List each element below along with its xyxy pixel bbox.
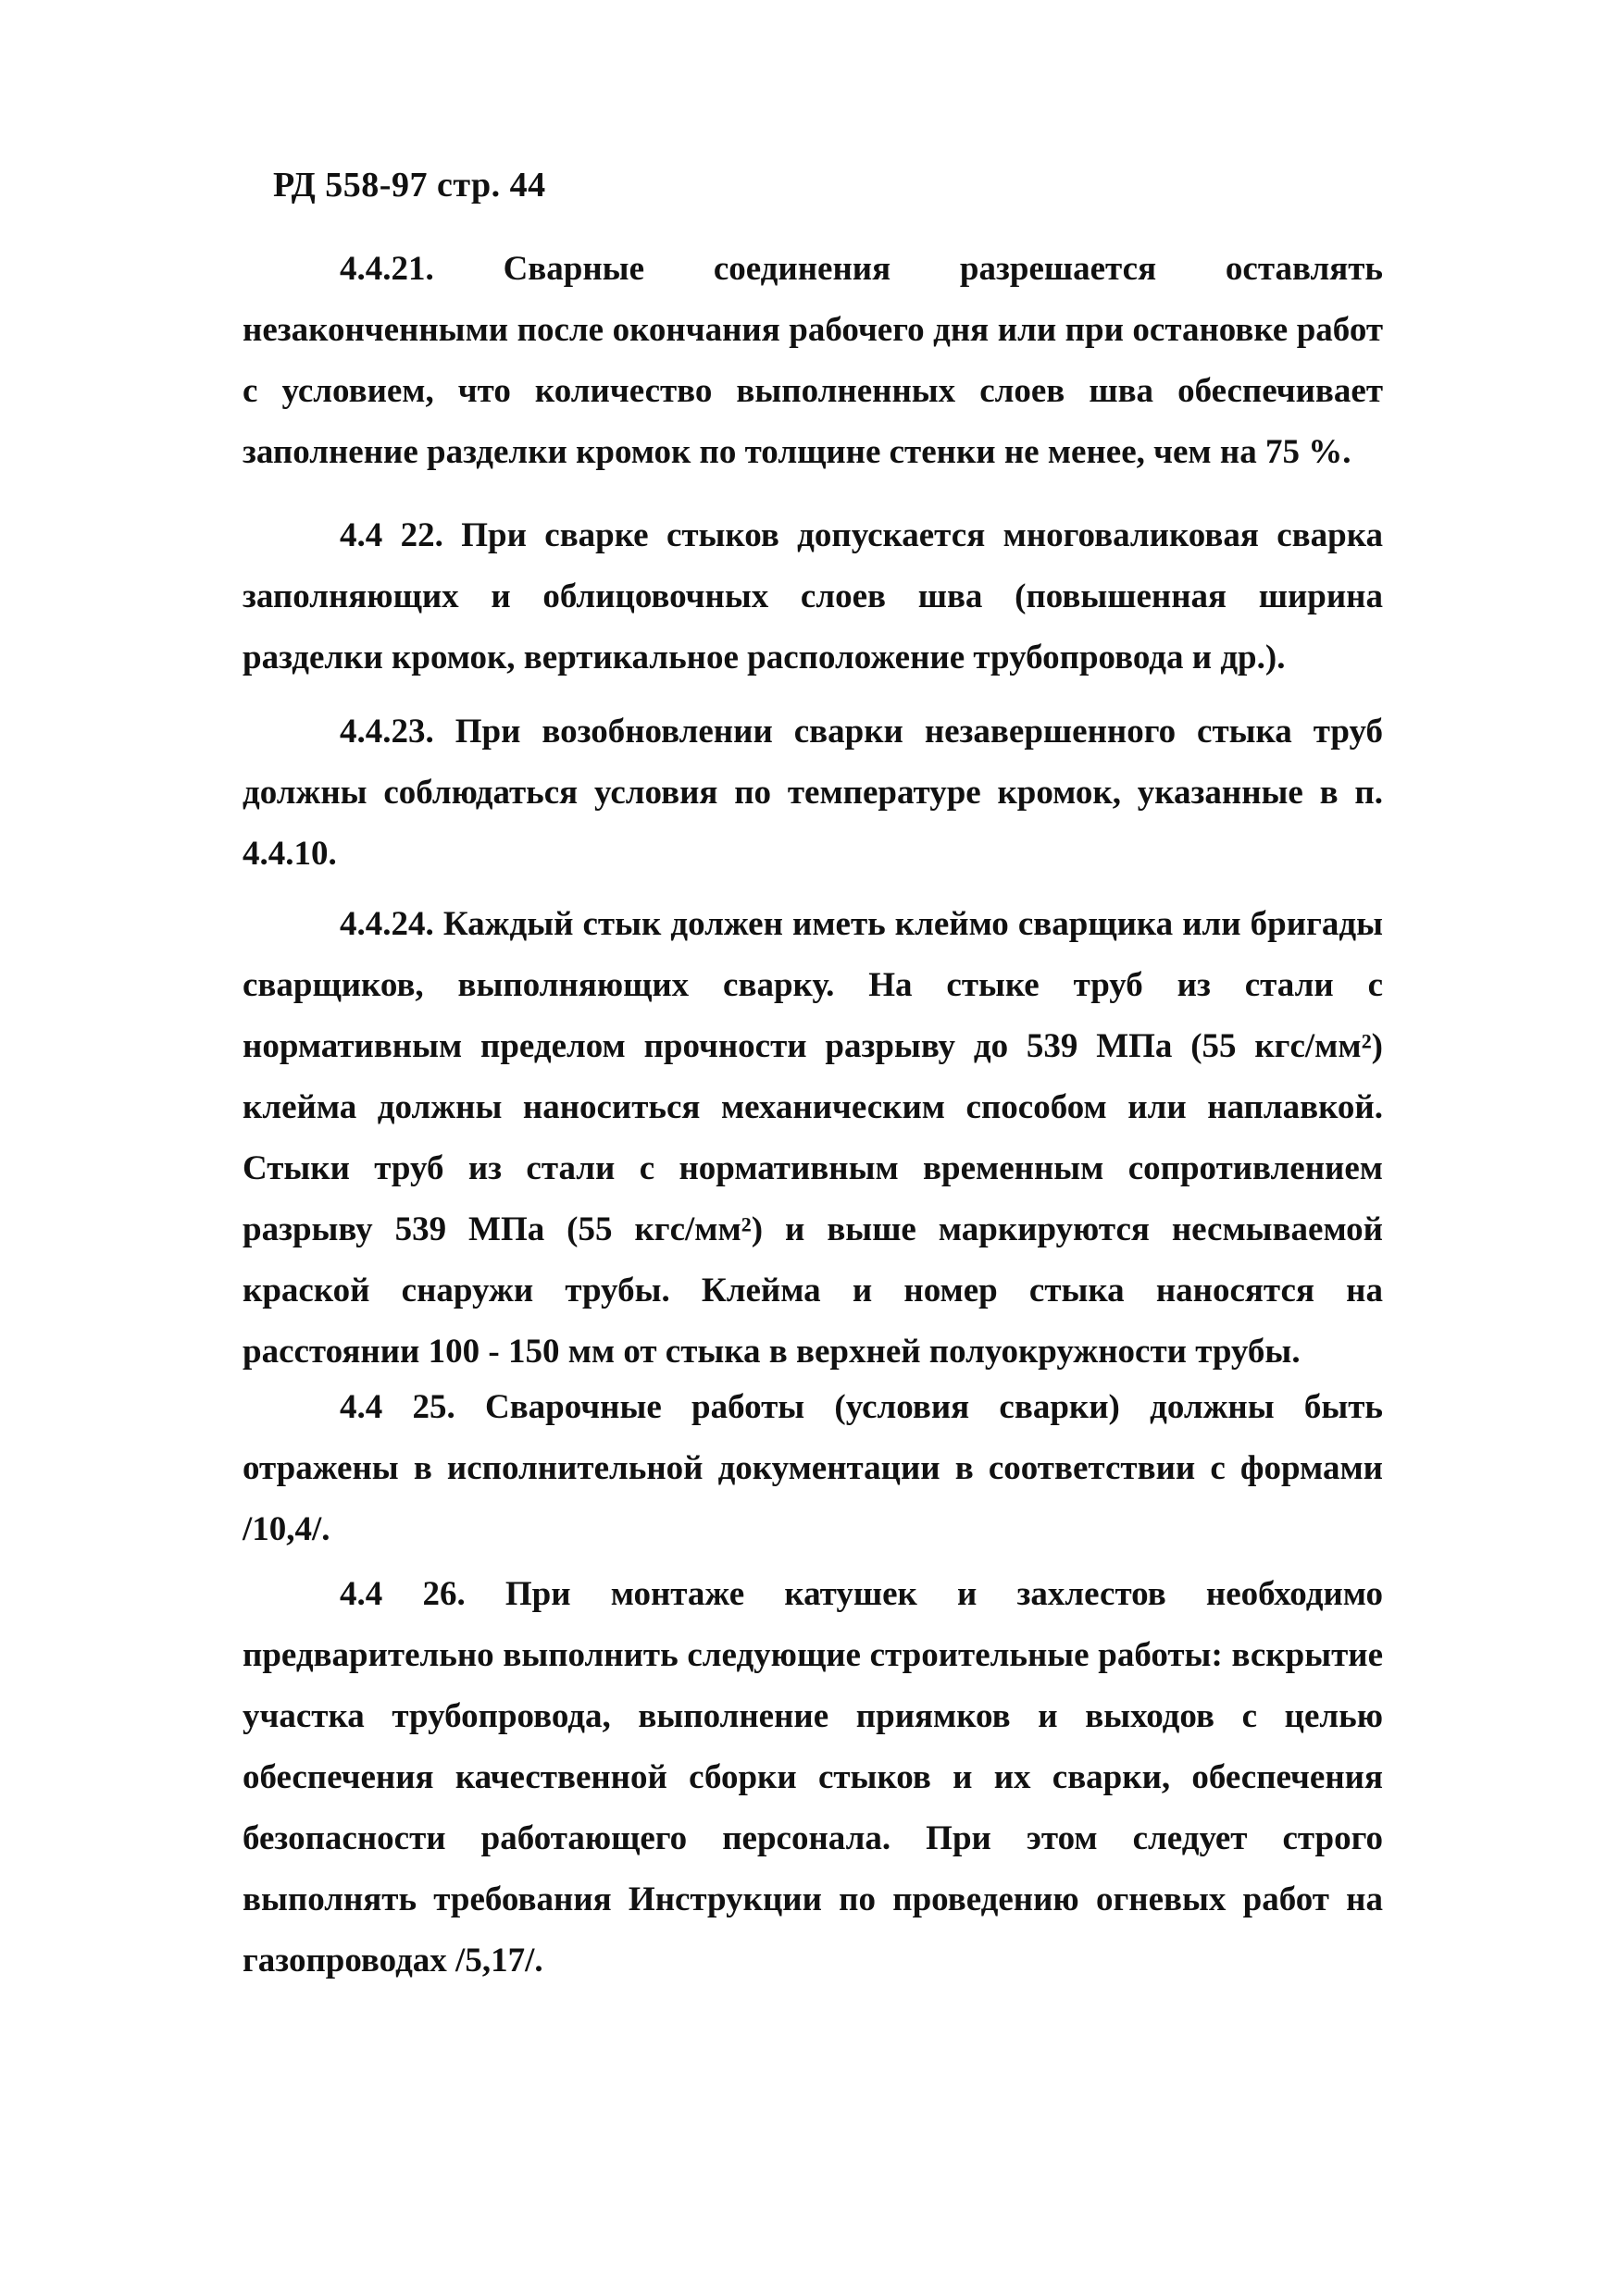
- paragraph-4-4-25: 4.4 25. Сварочные работы (условия сварки) должны быть отражены в исполнительной документации в соответствии с формами /10,4/.: [243, 1388, 1383, 1548]
- paragraph-4-4-24: 4.4.24. Каждый стык должен иметь клеймо сварщика или бригады сварщиков, выполняющих сварку. На стыке труб из стали с нормативным пределом прочности разрыву до 539 МПа (55 кгс/мм²) клейма должны наноситься механическим способом или наплавкой. Стыки труб из стали с нормативным временным сопротивлением разрыву 539 МПа (55 кгс/мм²) и выше маркируются несмываемой краской снаружи трубы. Клейма и номер стыка наносятся на расстоянии 100 - 150 мм от стыка в верхней полуокружности трубы.: [243, 905, 1383, 1371]
- paragraph-4-4-21: 4.4.21. Сварные соединения разрешается оставлять незаконченными после окончания рабочего дня или при остановке работ с условием, что количество выполненных слоев шва обеспечивает заполнение разделки кромок по толщине стенки не менее, чем на 75 %.: [243, 250, 1383, 471]
- page-header: РД 558-97 стр. 44: [273, 166, 546, 205]
- paragraph-4-4-26: 4.4 26. При монтаже катушек и захлестов необходимо предварительно выполнить следующие строительные работы: вскрытие участка трубопровода, выполнение приямков и выходов с целью обеспечения качественной сборки стыков и их сварки, обеспечения безопасности работающего персонала. При этом следует строго выполнять требования Инструкции по проведению огневых работ на газопроводах /5,17/.: [243, 1575, 1383, 1980]
- paragraph-4-4-22: 4.4 22. При сварке стыков допускается многоваликовая сварка заполняющих и облицовочных слоев шва (повышенная ширина разделки кромок, вертикальное расположение трубопровода и др.).: [243, 516, 1383, 676]
- paragraph-4-4-23: 4.4.23. При возобновлении сварки незавершенного стыка труб должны соблюдаться условия по температуре кромок, указанные в п. 4.4.10.: [243, 713, 1383, 873]
